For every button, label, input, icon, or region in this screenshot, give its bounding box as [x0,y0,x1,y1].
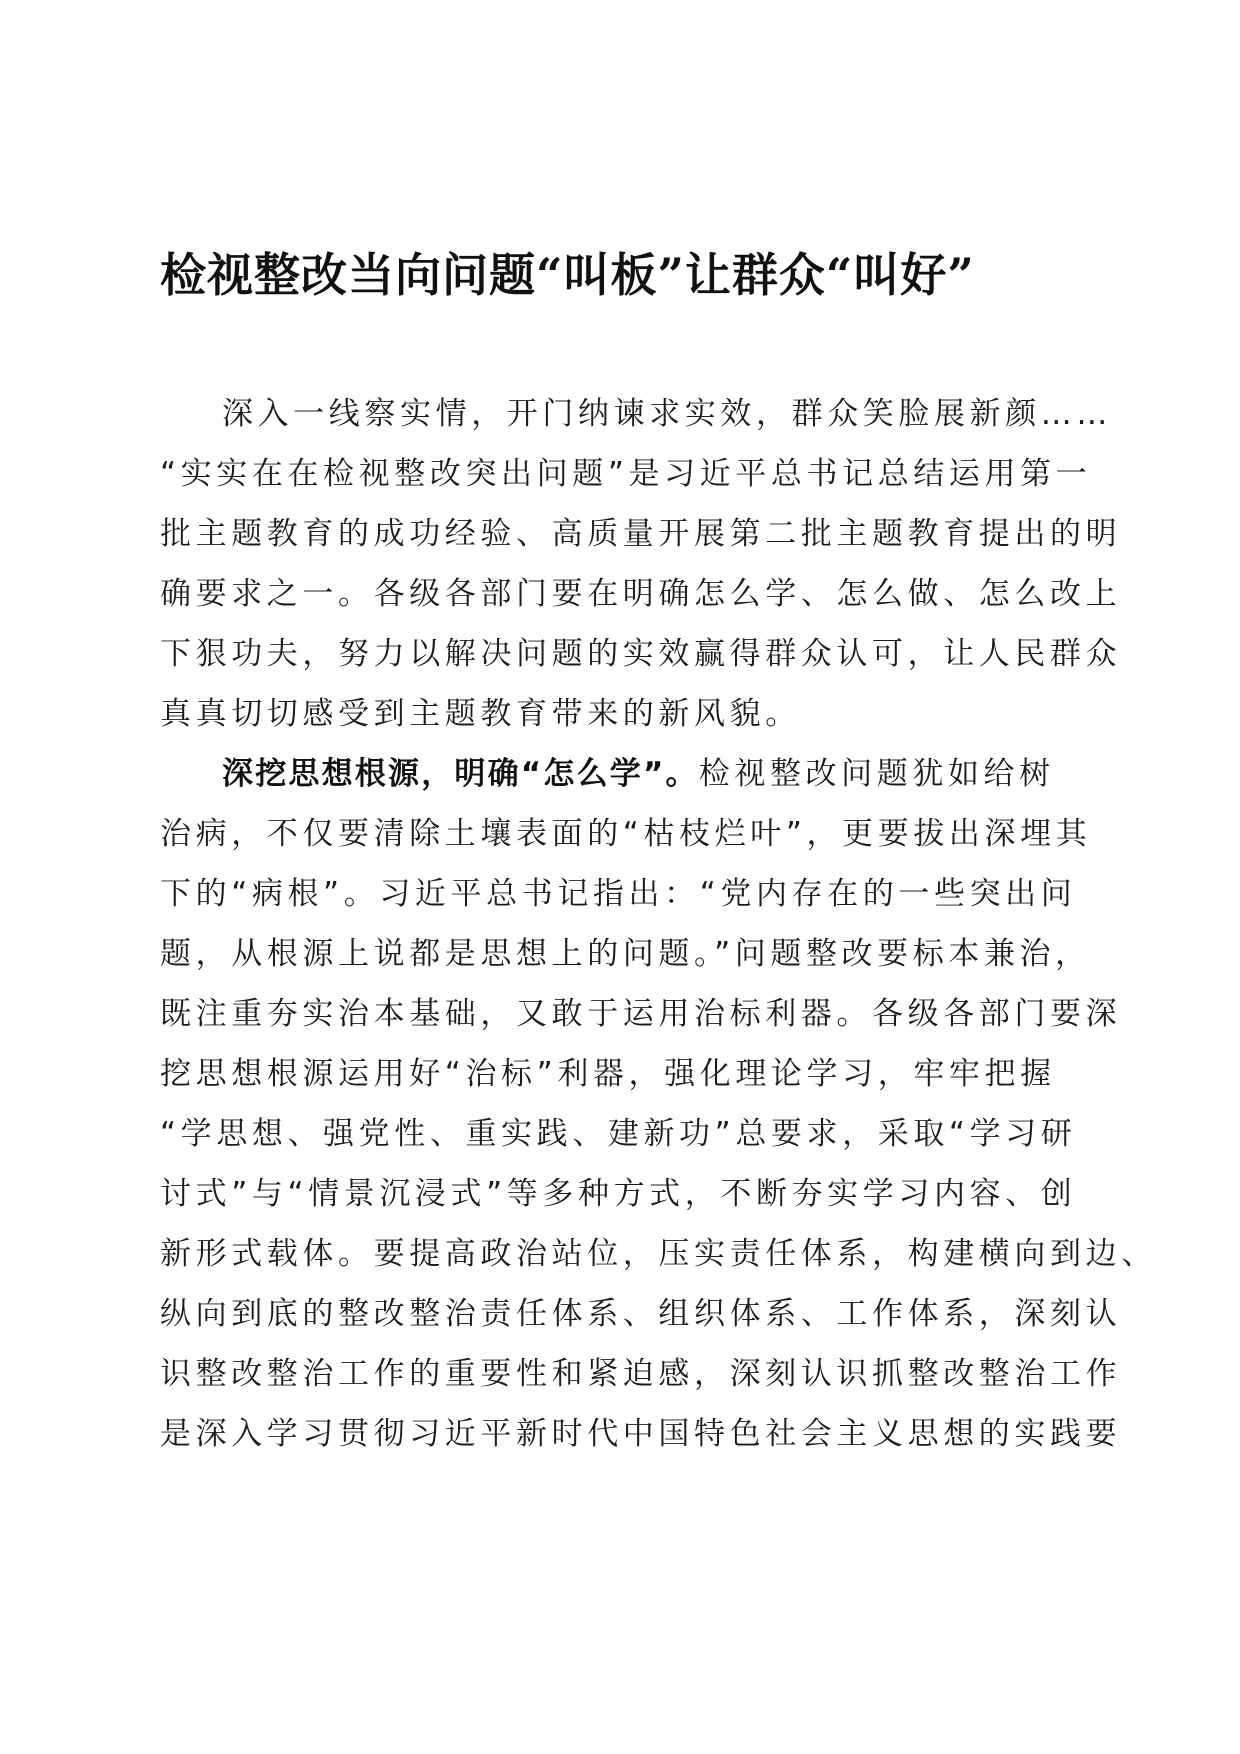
paragraph-line: 批主题教育的成功经验、高质量开展第二批主题教育提出的明 [160,516,1122,552]
paragraph-line: 下的“病根”。习近平总书记指出：“党内存在的一些突出问 [160,876,1077,912]
paragraph-line: 挖思想根源运用好“治标”利器，强化理论学习，牢牢把握 [160,1056,1056,1092]
paragraph-text: 检视整改问题犹如给树 [698,756,1055,792]
paragraph-line: 题，从根源上说都是思想上的问题。”问题整改要标本兼治， [160,936,1091,972]
paragraph-line: 既注重夯实治本基础，又敢于运用治标利器。各级各部门要深 [160,996,1122,1032]
paragraph-line: 纵向到底的整改整治责任体系、组织体系、工作体系，深刻认 [160,1296,1122,1332]
paragraph-line: 深入一线察实情，开门纳谏求实效，群众笑脸展新颜…… [222,396,1112,432]
paragraph-line: 识整改整治工作的重要性和紧迫感，深刻认识抓整改整治工作 [160,1356,1122,1392]
paragraph-line: 治病，不仅要清除土壤表面的“枯枝烂叶”，更要拔出深埋其 [160,816,1092,852]
document-body [160,384,1157,1464]
paragraph-line: “实实在在检视整改突出问题”是习近平总书记总结运用第一 [160,456,1092,492]
paragraph-line: 下狠功夫，努力以解决问题的实效赢得群众认可，让人民群众 [160,636,1122,672]
paragraph-line: 讨式”与“情景沉浸式”等多种方式，不断夯实学习内容、创 [160,1176,1077,1212]
paragraph-line: “学思想、强党性、重实践、建新功”总要求，采取“学习研 [160,1116,1077,1152]
paragraph-line: 真真切切感受到主题教育带来的新风貌。 [160,696,801,732]
paragraph-line: 新形式载体。要提高政治站位，压实责任体系，构建横向到边、 [160,1236,1157,1272]
paragraph-first-line [160,744,1078,804]
paragraph-intro [160,384,1122,744]
document-title: 检视整改当向问题“叫板”让群众“叫好” [160,248,975,302]
paragraph-section-1 [160,744,1157,1464]
paragraph-line: 确要求之一。各级各部门要在明确怎么学、怎么做、怎么改上 [160,576,1122,612]
paragraph-line: 是深入学习贯彻习近平新时代中国特色社会主义思想的实践要 [160,1416,1122,1452]
section-heading: 深挖思想根源，明确“怎么学”。 [222,756,699,792]
